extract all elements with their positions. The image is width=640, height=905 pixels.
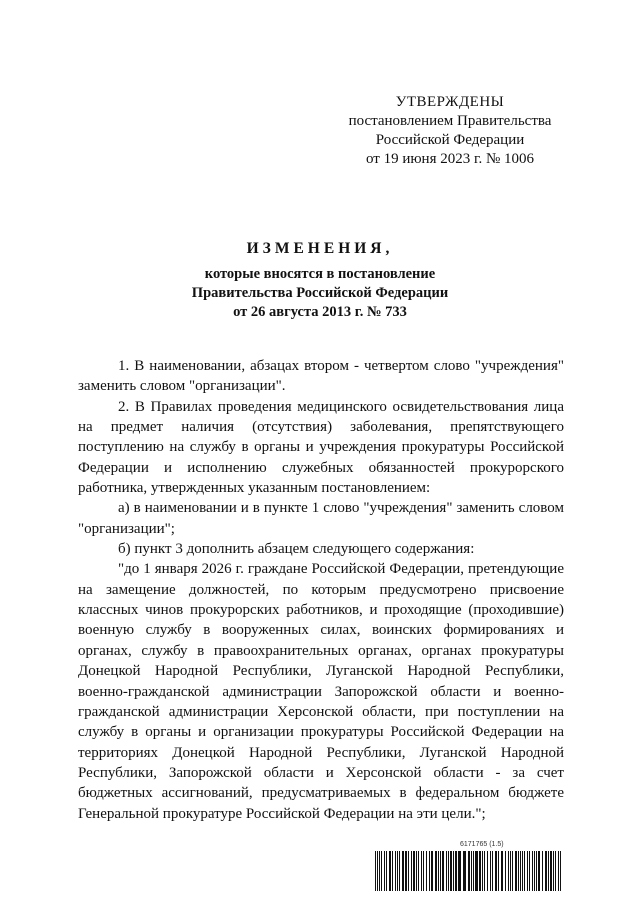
paragraph: "до 1 января 2026 г. граждане Российской Федерации, претендующие на замещение должностей, по которым предусмотрено присвоение классных чинов прокурорских работников, и проходящие (проходившие) военную службу в вооруженных силах, воинских формированиях и органах, службу в правоохранительных органах, органах прокуратуры Донецкой Народной Республики, Луганской Народной Республики, военно-гражданской администрации Запорожской области и военно-гражданской администрации Херсонской области, при поступлении на службу в органы и организации прокуратуры Российской Федерации на территориях Донецкой Народной Республики, Луганской Народной Республики, Запорожской области и Херсонской области - за счет бюджетных ассигнований, предусматриваемых в федеральном бюджете Генеральной прокуратуре Российской Федерации на эти цели."; <box>78 561 564 822</box>
approval-title: УТВЕРЖДЕНЫ <box>395 94 505 110</box>
paragraph: 2. В Правилах проведения медицинского освидетельствования лица на предмет наличия (отсутствия) заболевания, препятствующего поступлению на службу в органы и учреждения прокуратуры Российской Федерации и исполнению служебных обязанностей прокурорского работника, утвержденных указанным постановлением: <box>78 398 564 497</box>
paragraph: 1. В наименовании, абзацах втором - четвертом слово "учреждения" заменить словом "организации". <box>78 358 564 395</box>
subtitle-line: Правительства Российской Федерации <box>191 285 449 301</box>
approval-block <box>330 93 570 169</box>
subtitle-line: которые вносятся в постановление <box>204 266 436 282</box>
barcode <box>375 851 565 891</box>
paragraph: б) пункт 3 дополнить абзацем следующего содержания: <box>118 541 475 558</box>
barcode-number: 6171765 (1.5) <box>460 841 504 848</box>
document-subtitle <box>0 265 640 322</box>
document-title: ИЗМЕНЕНИЯ, <box>246 240 394 257</box>
approval-line: постановлением Правительства <box>348 113 552 129</box>
subtitle-line: от 26 августа 2013 г. № 733 <box>233 304 407 320</box>
approval-line: Российской Федерации <box>375 132 525 148</box>
document-body <box>78 356 564 824</box>
paragraph: а) в наименовании и в пункте 1 слово "учреждения" заменить словом "организации"; <box>78 500 564 537</box>
approval-date: от 19 июня 2023 г. № 1006 <box>365 151 535 167</box>
